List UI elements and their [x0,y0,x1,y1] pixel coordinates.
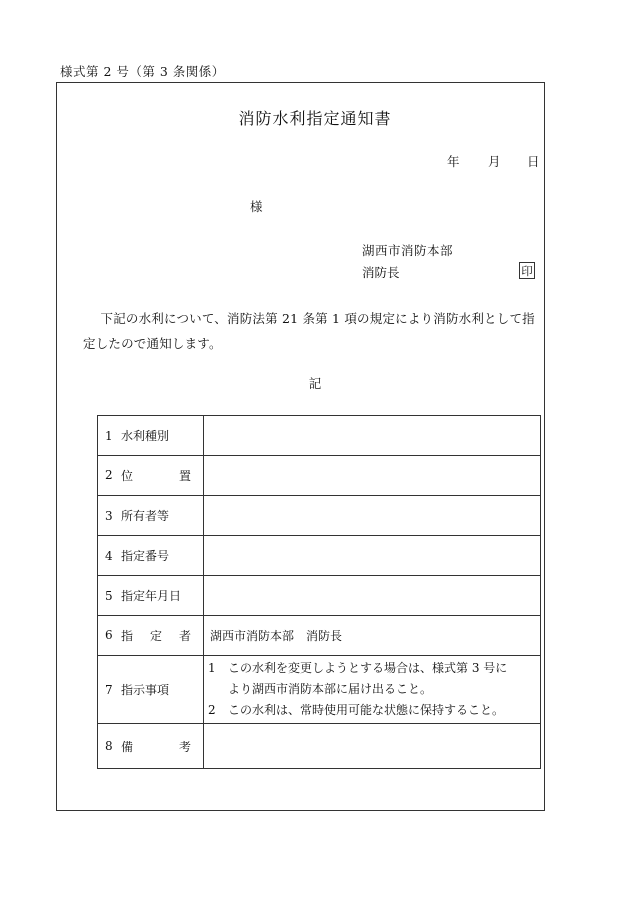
detail-table [97,415,541,769]
instruction-item: 1 この水利を変更しようとする場合は、様式第 3 号に より湖西市消防本部に届け出ること。 [208,661,508,696]
table-row [98,496,541,536]
row-value [204,456,541,496]
date-year-label: 年 [447,154,460,169]
row-value [204,724,541,769]
seal-mark: 印 [519,262,535,279]
table-row [98,456,541,496]
page-title: 消防水利指定通知書 [238,109,392,128]
row-label: 8 備 考 [98,724,204,769]
row-label: 7 指示事項 [98,656,204,724]
row-label: 4 指定番号 [98,536,204,576]
row-label: 5 指定年月日 [98,576,204,616]
table-row [98,416,541,456]
instruction-item: 2 この水利は、常時使用可能な状態に保持すること。 [208,703,505,717]
date-month-label: 月 [488,154,501,169]
table-row [98,536,541,576]
date-day-label: 日 [527,154,540,169]
row-label: 6 指定者 [98,616,204,656]
row-value [204,496,541,536]
recipient-honorific: 様 [250,199,263,214]
row-value [204,536,541,576]
issuer-organization: 湖西市消防本部 [362,243,454,258]
issuer-title: 消防長 [362,265,400,280]
row-label: 2 位 置 [98,456,204,496]
ki-heading: 記 [308,376,322,391]
row-value [204,576,541,616]
row-label: 1 水利種別 [98,416,204,456]
instructions-cell [204,656,541,724]
form-number-label: 様式第 2 号（第 3 条関係） [60,64,225,79]
table-row [98,576,541,616]
table-row [98,656,541,724]
row-label: 3 所有者等 [98,496,204,536]
notice-body-text: 下記の水利について、消防法第 21 条第 1 項の規定により消防水利として指定したので通知します。 [83,311,535,351]
row-value [204,416,541,456]
table-row [98,616,541,656]
table-row [98,724,541,769]
row-value-designator: 湖西市消防本部 消防長 [204,616,541,656]
